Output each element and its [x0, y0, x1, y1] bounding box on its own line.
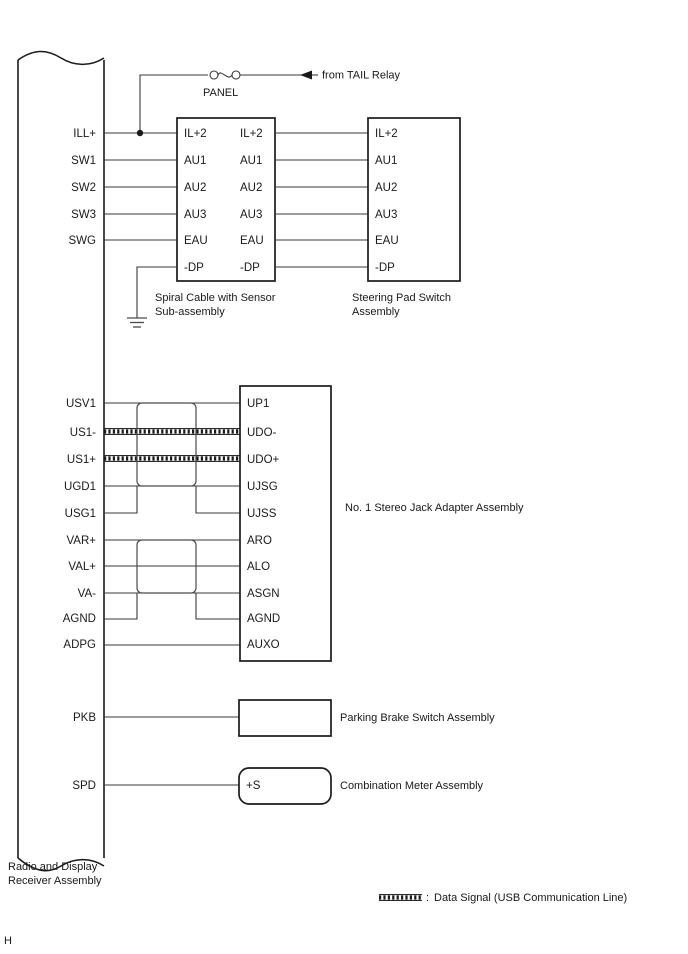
combination-meter-label: Combination Meter Assembly: [340, 780, 484, 792]
ecu-pin-agnd: AGND: [62, 613, 96, 625]
pad-pin-dp: -DP: [375, 262, 395, 274]
ecu-pin-spd: SPD: [72, 780, 96, 792]
spiral-cable-label-line2: Sub-assembly: [155, 306, 225, 318]
junction-dot-ill: [137, 130, 143, 136]
spiral-left-pin-eau: EAU: [184, 235, 208, 247]
pad-pin-il2: IL+2: [375, 128, 398, 140]
ecu-pin-sw3: SW3: [71, 209, 96, 221]
spiral-right-pin-il2: IL+2: [240, 128, 263, 140]
steering-ecu-wires: [104, 130, 177, 240]
pad-pin-au3: AU3: [375, 209, 398, 221]
parking-brake-label: Parking Brake Switch Assembly: [340, 712, 495, 724]
pad-pin-eau: EAU: [375, 235, 399, 247]
spiral-right-pin-au3: AU3: [240, 209, 263, 221]
stereo-jack-adapter-box: [240, 386, 331, 661]
pad-pin-au2: AU2: [375, 182, 398, 194]
jack-pin-alo: ALO: [247, 561, 271, 573]
ecu-pin-ugd1: UGD1: [64, 481, 96, 493]
jack-pin-up1: UP1: [247, 398, 270, 410]
radio-receiver-label-line2: Receiver Assembly: [8, 875, 102, 887]
steering-pad-label-line2: Assembly: [352, 306, 400, 318]
jack-pin-agnd: AGND: [247, 613, 281, 625]
jack-pin-auxo: AUXO: [247, 639, 280, 651]
steering-pad-label-line1: Steering Pad Switch: [352, 292, 452, 304]
spiral-right-pin-dp: -DP: [240, 262, 260, 274]
jack-pin-ujss: UJSS: [247, 508, 277, 520]
jack-section-wires: [104, 403, 240, 645]
ecu-pin-usv1: USV1: [65, 398, 96, 410]
legend-data-signal-text: Data Signal (USB Communication Line): [434, 892, 628, 904]
spiral-left-pin-au1: AU1: [184, 155, 207, 167]
ecu-pin-adpg: ADPG: [63, 639, 96, 651]
parking-brake-switch-box: [239, 700, 331, 736]
ecu-pin-sw2: SW2: [71, 182, 96, 194]
spiral-left-pin-dp: -DP: [184, 262, 204, 274]
meter-pin-s-plus: +S: [246, 780, 261, 792]
ecu-pin-usg1: USG1: [64, 508, 96, 520]
parking-brake-section: [73, 700, 331, 736]
spiral-left-pin-au2: AU2: [184, 182, 207, 194]
spiral-right-pin-au2: AU2: [240, 182, 263, 194]
jack-pin-ujsg: UJSG: [247, 481, 278, 493]
spiral-left-pin-au3: AU3: [184, 209, 207, 221]
ecu-pin-us1-minus: US1-: [69, 427, 96, 439]
jack-pin-udo-minus: UDO-: [247, 427, 277, 439]
radio-receiver-label-line1: Radio and Display: [8, 861, 98, 873]
ecu-pin-sw1: SW1: [71, 155, 96, 167]
combination-meter-section: [72, 768, 331, 804]
steering-pad-switch-box: [368, 118, 460, 281]
ecu-pin-var-plus: VAR+: [66, 535, 96, 547]
data-signal-line-us1-plus: [104, 456, 240, 462]
data-signal-line-us1-minus: [104, 429, 240, 435]
ecu-pin-us1-plus: US1+: [66, 454, 96, 466]
legend-separator: :: [426, 892, 430, 904]
usb-shield-outline: [137, 403, 196, 486]
steering-pad-wires: [275, 133, 368, 267]
legend-data-signal-swatch: [379, 895, 422, 901]
stereo-jack-adapter-label: No. 1 Stereo Jack Adapter Assembly: [345, 502, 524, 514]
ecu-pin-va-minus: VA-: [77, 588, 96, 600]
spiral-cable-label-line1: Spiral Cable with Sensor: [155, 292, 276, 304]
jack-ecu-pins: [63, 398, 97, 651]
jack-pin-asgn: ASGN: [247, 588, 280, 600]
spiral-left-pin-il2: IL+2: [184, 128, 207, 140]
pad-pin-au1: AU1: [375, 155, 398, 167]
steering-ecu-pins: [69, 128, 97, 247]
spiral-cable-connector-box: [177, 118, 275, 281]
page-mark: H: [4, 935, 12, 947]
spiral-right-pin-au1: AU1: [240, 155, 263, 167]
spiral-right-pin-eau: EAU: [240, 235, 264, 247]
ecu-pin-swg: SWG: [68, 235, 96, 247]
ecu-pin-val-plus: VAL+: [68, 561, 96, 573]
jack-pin-aro: ARO: [247, 535, 272, 547]
usb-data-signal-lines: [104, 429, 240, 462]
tail-relay-source-label: from TAIL Relay: [322, 69, 401, 82]
jack-pin-udo-plus: UDO+: [247, 454, 280, 466]
ecu-pin-pkb: PKB: [72, 712, 96, 724]
ecu-pin-ill-plus: ILL+: [73, 128, 96, 140]
panel-fuse-label: PANEL: [203, 87, 239, 99]
